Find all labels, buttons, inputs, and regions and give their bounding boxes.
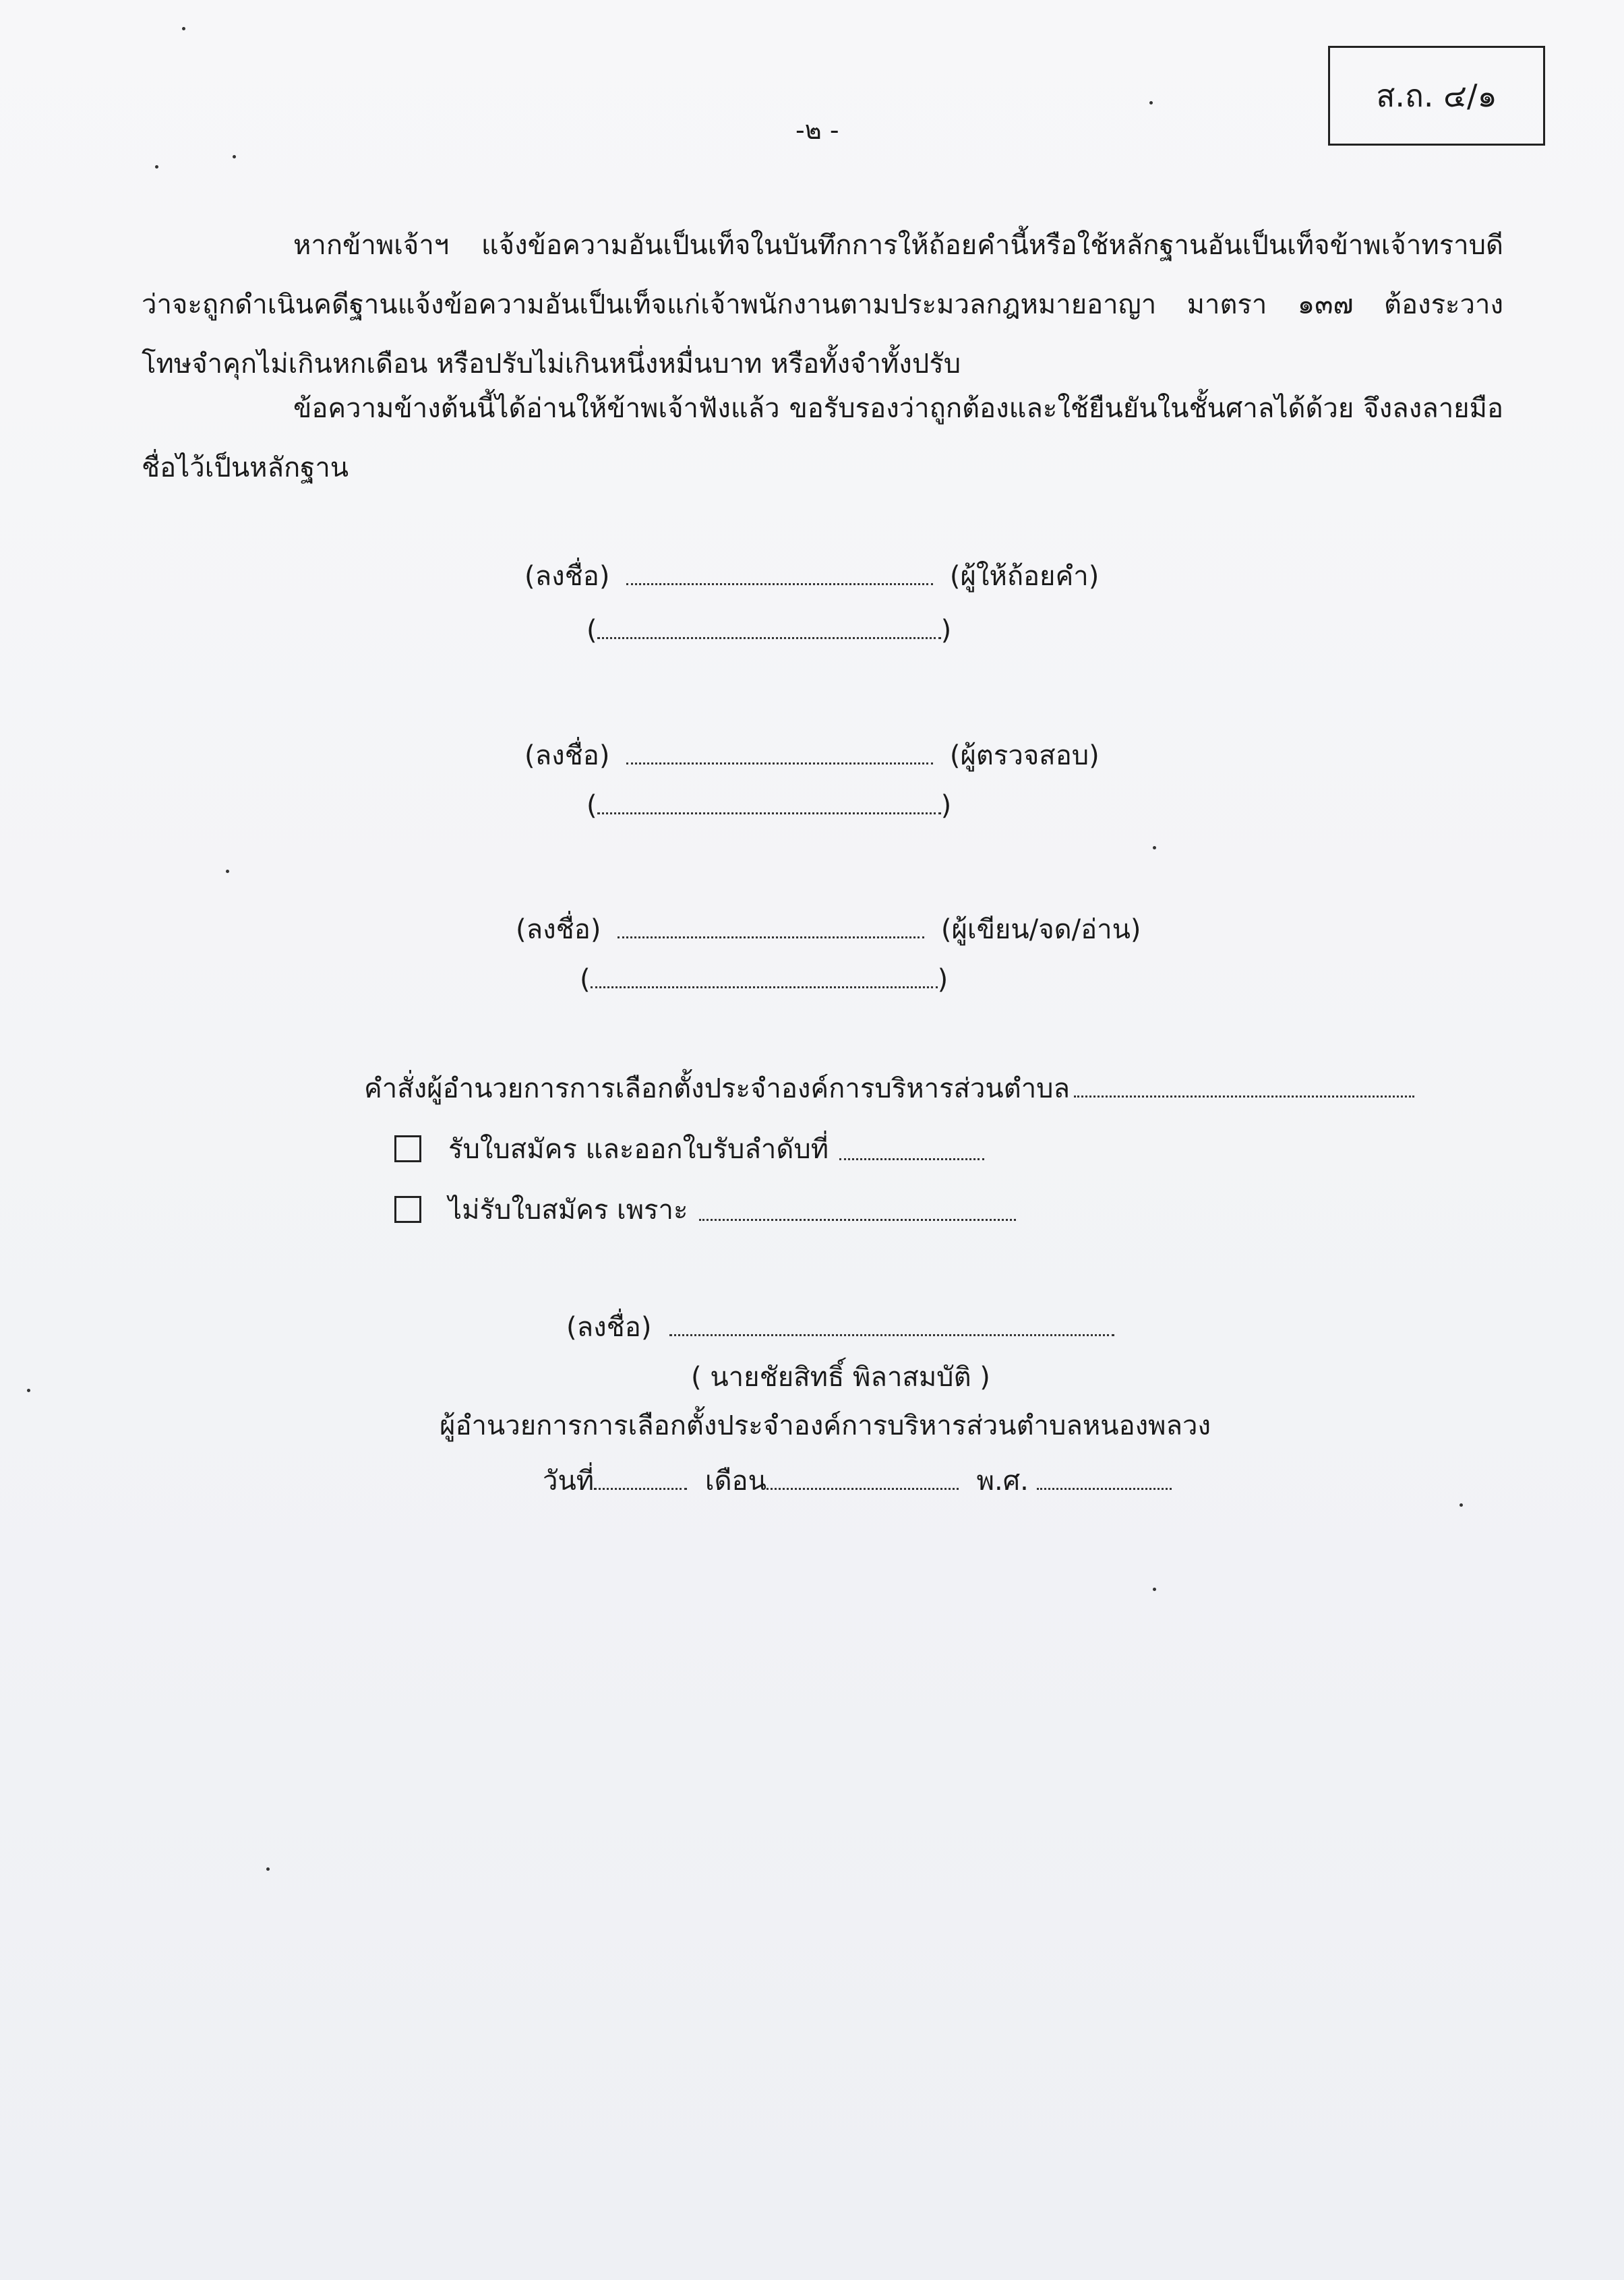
scan-speck	[226, 870, 229, 873]
order-text: คำสั่งผู้อำนวยการการเลือกตั้งประจำองค์การบริหารส่วนตำบล	[364, 1073, 1071, 1104]
scan-speck	[233, 155, 236, 158]
director-signature-blank[interactable]	[669, 1314, 1114, 1336]
sign-label: (ลงชื่อ)	[566, 1312, 652, 1343]
scan-speck	[1149, 101, 1153, 104]
date-month-label: เดือน	[704, 1466, 766, 1497]
signature-line-statement-giver	[524, 554, 1099, 597]
signature-line-writer	[516, 907, 1141, 951]
signature-blank[interactable]	[626, 742, 933, 764]
paragraph2-text: ข้อความข้างต้นนี้ได้อ่านให้ข้าพเจ้าฟังแล้ว ขอรับรองว่าถูกต้องและใช้ยืนยันในชั้นศาลได้ด้วย จึงลงลายมือชื่อไว้เป็นหลักฐาน	[142, 393, 1503, 483]
scan-speck	[266, 1867, 270, 1871]
signature-role: (ผู้เขียน/จด/อ่าน)	[940, 914, 1141, 945]
sign-label: (ลงชื่อ)	[524, 561, 610, 592]
scan-speck	[1460, 1503, 1463, 1507]
reject-checkbox[interactable]	[394, 1196, 421, 1223]
sign-label: (ลงชื่อ)	[524, 740, 610, 771]
option-label: ไม่รับใบสมัคร เพราะ	[448, 1195, 688, 1226]
director-title: ผู้อำนวยการการเลือกตั้งประจำองค์การบริหารส่วนตำบลหนองพลวง	[440, 1410, 1211, 1441]
subdistrict-name-blank[interactable]	[1074, 1075, 1414, 1098]
date-day-label: วันที่	[543, 1466, 595, 1497]
paragraph1-text: หากข้าพเจ้าฯ แจ้งข้อความอันเป็นเท็จในบันทึกการให้ถ้อยคำนี้หรือใช้หลักฐานอันเป็นเท็จข้าพเจ้าทราบดีว่าจะถูกดำเนินคดีฐานแจ้งข้อความอันเป็นเท็จแก่เจ้าพนักงานตามประมวลกฎหมายอาญา มาตรา ๑๓๗ ต้องระวางโทษจำคุกไม่เกินหกเดือน หรือปรับไม่เกินหนึ่งหมื่นบาท หรือทั้งจำทั้งปรับ	[142, 230, 1503, 380]
page-number: -๒ -	[795, 115, 839, 145]
form-code: ส.ถ. ๔/๑	[1376, 77, 1497, 114]
printed-name-line-writer: ( )	[580, 964, 949, 995]
accept-checkbox[interactable]	[394, 1135, 421, 1162]
scan-speck	[27, 1389, 30, 1392]
signature-role: (ผู้ตรวจสอบ)	[949, 740, 1100, 771]
date-year-label: พ.ศ.	[976, 1466, 1029, 1497]
scan-speck	[1153, 1588, 1156, 1591]
date-day-blank[interactable]	[594, 1468, 687, 1490]
director-signature-line	[566, 1305, 1114, 1348]
date-line	[543, 1459, 1172, 1502]
date-month-blank[interactable]	[766, 1468, 959, 1490]
certification-paragraph	[142, 379, 1503, 498]
printed-name-blank[interactable]	[597, 792, 941, 814]
false-statement-warning-paragraph	[142, 216, 1503, 394]
date-year-blank[interactable]	[1037, 1468, 1172, 1490]
sequence-number-blank[interactable]	[839, 1138, 984, 1160]
signature-blank[interactable]	[626, 563, 933, 585]
option-reject-application[interactable]	[394, 1188, 1016, 1231]
scan-speck	[1153, 846, 1156, 849]
scan-speck	[155, 165, 158, 169]
reject-reason-blank[interactable]	[699, 1199, 1016, 1221]
printed-name-line-inspector: ( )	[587, 790, 952, 821]
option-label: รับใบสมัคร และออกใบรับลำดับที่	[448, 1134, 829, 1165]
printed-name-blank[interactable]	[591, 966, 938, 988]
option-accept-application[interactable]	[394, 1127, 984, 1170]
signature-role: (ผู้ให้ถ้อยคำ)	[949, 561, 1100, 592]
director-name: ( นายชัยสิทธิ์ พิลาสมบัติ )	[691, 1362, 990, 1393]
form-code-box	[1328, 46, 1545, 146]
printed-name-blank[interactable]	[597, 617, 941, 639]
printed-name-line-statement-giver: ( )	[587, 615, 952, 646]
signature-blank[interactable]	[618, 916, 924, 938]
signature-line-inspector	[524, 733, 1100, 777]
sign-label: (ลงชื่อ)	[516, 914, 601, 945]
scan-speck	[182, 27, 185, 30]
director-order-line	[364, 1067, 1414, 1110]
